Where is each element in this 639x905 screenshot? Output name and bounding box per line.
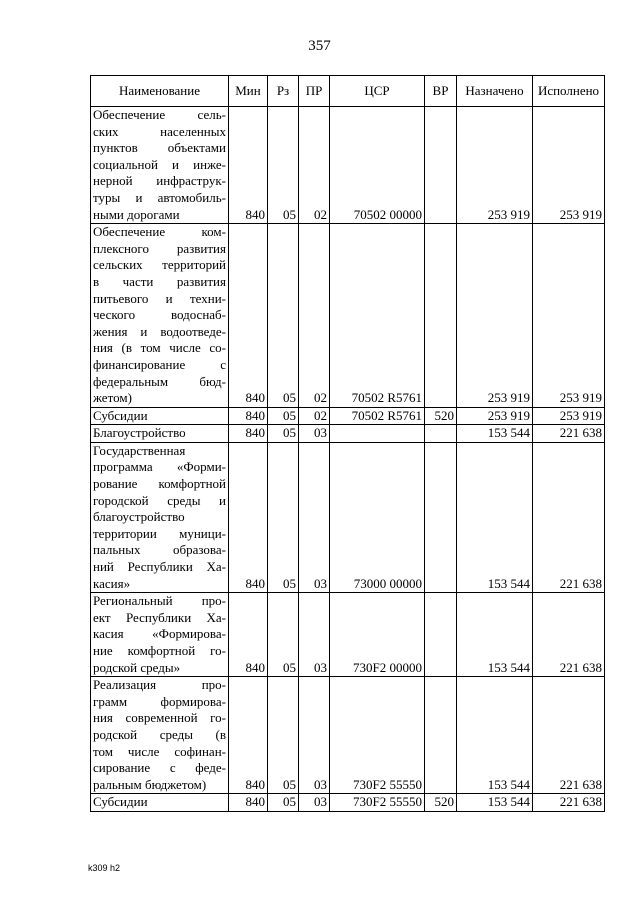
- row-vr: 520: [425, 407, 457, 425]
- row-name-line: туры и автомобиль-: [93, 189, 226, 205]
- header-pr: ПР: [299, 76, 330, 107]
- row-rz: 05: [268, 425, 299, 443]
- row-min: 840: [229, 107, 268, 224]
- row-csr: [330, 425, 425, 443]
- row-rz: 05: [268, 107, 299, 224]
- row-name-line: финансирование с: [93, 356, 226, 372]
- row-name-line: ральным бюджетом): [93, 776, 207, 792]
- row-name-line: Государственная: [93, 442, 186, 458]
- row-name-line: сельских территорий: [93, 257, 226, 273]
- row-name-line: плексного развития: [93, 240, 226, 256]
- row-executed: 253 919: [533, 107, 605, 224]
- header-rz: Рз: [268, 76, 299, 107]
- row-executed: 221 638: [533, 593, 605, 677]
- row-rz: 05: [268, 442, 299, 592]
- row-min: 840: [229, 224, 268, 408]
- row-name: [91, 407, 229, 425]
- header-csr: ЦСР: [330, 76, 425, 107]
- row-name: [91, 425, 229, 443]
- row-name-line: Реализация про-: [93, 677, 226, 693]
- row-csr: 73000 00000: [330, 442, 425, 592]
- row-name-line: касия»: [93, 575, 131, 591]
- row-assigned: 253 919: [457, 224, 533, 408]
- row-executed: 253 919: [533, 224, 605, 408]
- row-pr: 02: [299, 107, 330, 224]
- footer-code: k309 h2: [88, 863, 121, 873]
- row-min: 840: [229, 677, 268, 794]
- row-csr: 70502 00000: [330, 107, 425, 224]
- row-rz: 05: [268, 794, 299, 812]
- row-min: 840: [229, 794, 268, 812]
- row-name-line: ческого водоснаб-: [93, 307, 226, 323]
- row-rz: 05: [268, 407, 299, 425]
- row-name-line: пальных образова-: [93, 542, 226, 558]
- row-assigned: 153 544: [457, 593, 533, 677]
- row-vr: [425, 677, 457, 794]
- row-executed: 221 638: [533, 794, 605, 812]
- row-csr: 70502 R5761: [330, 407, 425, 425]
- table-row: [91, 442, 605, 592]
- row-name-line: ние комфортной го-: [93, 643, 226, 658]
- row-pr: 03: [299, 677, 330, 794]
- page-number: 357: [308, 38, 331, 54]
- row-name-line: программа «Форми-: [93, 459, 226, 475]
- row-name-line: родской среды (в: [93, 726, 226, 742]
- row-csr: 730F2 00000: [330, 593, 425, 677]
- row-pr: 03: [299, 425, 330, 443]
- row-executed: 221 638: [533, 425, 605, 443]
- row-csr: 70502 R5761: [330, 224, 425, 408]
- row-pr: 02: [299, 224, 330, 408]
- row-name: [91, 677, 229, 794]
- row-assigned: 253 919: [457, 107, 533, 224]
- row-name-line: ект Республики Ха-: [93, 609, 226, 625]
- row-assigned: 153 544: [457, 442, 533, 592]
- row-name: [91, 794, 229, 812]
- header-row: [91, 76, 605, 107]
- row-executed: 253 919: [533, 407, 605, 425]
- row-name-line: том числе софинан-: [93, 743, 226, 759]
- row-name-line: ний Республики Ха-: [93, 559, 226, 575]
- row-min: 840: [229, 425, 268, 443]
- row-vr: [425, 224, 457, 408]
- row-assigned: 153 544: [457, 677, 533, 794]
- header-assigned: Назначено: [457, 76, 533, 107]
- row-name-line: Обеспечение ком-: [93, 224, 226, 240]
- row-executed: 221 638: [533, 442, 605, 592]
- row-rz: 05: [268, 593, 299, 677]
- row-name-line: ских населенных: [93, 123, 226, 139]
- table-row: [91, 677, 605, 794]
- row-pr: 03: [299, 442, 330, 592]
- header-name: Наименование: [91, 76, 229, 107]
- table-row: [91, 107, 605, 224]
- row-name-line: рование комфортной: [93, 476, 226, 492]
- row-name-line: ния современной го-: [93, 710, 226, 726]
- table-row: [91, 593, 605, 677]
- row-min: 840: [229, 593, 268, 677]
- row-name-line: жетом): [93, 390, 132, 406]
- table-row: [91, 407, 605, 425]
- row-name-line: нерной инфраструк-: [93, 173, 226, 189]
- row-pr: 03: [299, 593, 330, 677]
- row-name-line: жения и водоотведе-: [93, 323, 226, 339]
- row-name-line: территории муници-: [93, 525, 226, 541]
- row-name-line: ния (в том числе со-: [93, 340, 226, 356]
- row-executed: 221 638: [533, 677, 605, 794]
- row-assigned: 153 544: [457, 425, 533, 443]
- budget-table: [90, 75, 605, 812]
- row-assigned: 253 919: [457, 407, 533, 425]
- header-vr: ВР: [425, 76, 457, 107]
- header-executed: Исполнено: [533, 76, 605, 107]
- row-name-line: родской среды»: [93, 659, 181, 675]
- row-name-line: грамм формирова-: [93, 693, 226, 709]
- row-name-line: социальной и инже-: [93, 156, 226, 172]
- row-name-line: ными дорогами: [93, 206, 180, 222]
- row-vr: 520: [425, 794, 457, 812]
- row-name-line: питьевого и техни-: [93, 290, 226, 306]
- table-row: [91, 794, 605, 812]
- row-vr: [425, 442, 457, 592]
- row-name-line: федеральным бюд-: [93, 373, 226, 389]
- table-row: [91, 224, 605, 408]
- row-min: 840: [229, 407, 268, 425]
- row-pr: 03: [299, 794, 330, 812]
- row-name-line: Обеспечение сель-: [93, 107, 226, 122]
- row-csr: 730F2 55550: [330, 677, 425, 794]
- row-name-line: Субсидии: [93, 794, 148, 810]
- row-name-line: сирование с феде-: [93, 760, 226, 776]
- table-row: [91, 425, 605, 443]
- row-name: [91, 107, 229, 224]
- row-name: [91, 593, 229, 677]
- row-name-line: городской среды и: [93, 492, 226, 508]
- row-name-line: Благоустройство: [93, 425, 186, 441]
- row-rz: 05: [268, 224, 299, 408]
- row-name: [91, 224, 229, 408]
- table-body: [91, 107, 605, 812]
- row-min: 840: [229, 442, 268, 592]
- row-name-line: пунктов объектами: [93, 140, 226, 156]
- row-vr: [425, 107, 457, 224]
- row-name: [91, 442, 229, 592]
- row-name-line: Субсидии: [93, 407, 148, 423]
- row-assigned: 153 544: [457, 794, 533, 812]
- row-name-line: касия «Формирова-: [93, 626, 226, 642]
- row-name-line: благоустройство: [93, 509, 185, 525]
- row-pr: 02: [299, 407, 330, 425]
- row-name-line: Региональный про-: [93, 593, 226, 609]
- row-vr: [425, 425, 457, 443]
- row-name-line: в части развития: [93, 273, 226, 289]
- row-csr: 730F2 55550: [330, 794, 425, 812]
- row-rz: 05: [268, 677, 299, 794]
- row-vr: [425, 593, 457, 677]
- header-min: Мин: [229, 76, 268, 107]
